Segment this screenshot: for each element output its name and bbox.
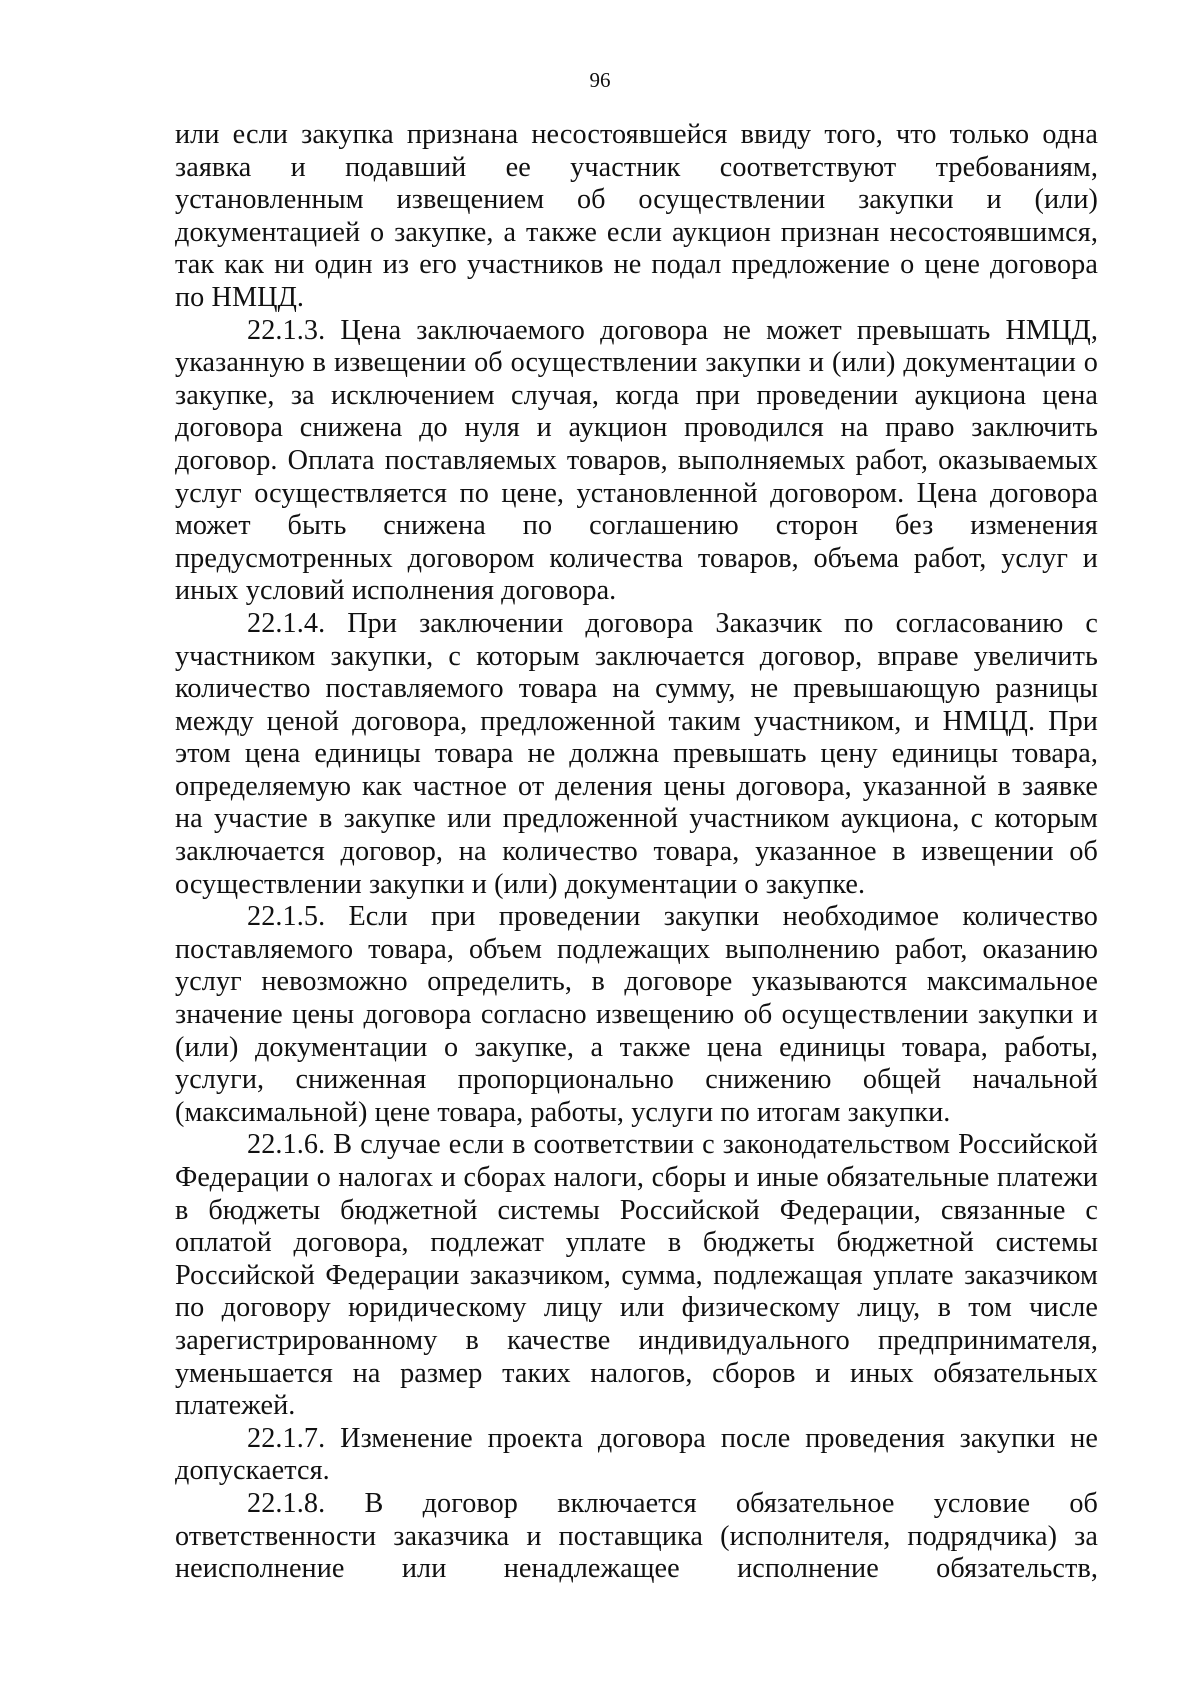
paragraph-22-1-7: 22.1.7. Изменение проекта договора после проведения закупки не допускается. bbox=[175, 1422, 1098, 1487]
paragraph-22-1-3: 22.1.3. Цена заключаемого договора не может превышать НМЦД, указанную в извещении об осуществлении закупки и (или) документации о закупке, за исключением случая, когда при проведении аукциона цена договора снижена до нуля и аукцион проводился на право заключить договор. Оплата поставляемых товаров, выполняемых работ, оказываемых услуг осуществляется по цене, установленной договором. Цена договора может быть снижена по соглашению сторон без изменения предусмотренных договором количества товаров, объема работ, услуг и иных условий исполнения договора. bbox=[175, 314, 1098, 607]
paragraph-22-1-5: 22.1.5. Если при проведении закупки необходимое количество поставляемого товара, объем подлежащих выполнению работ, оказанию услуг невозможно определить, в договоре указываются максимальное значение цены договора согласно извещению об осуществлении закупки и (или) документации о закупке, а также цена единицы товара, работы, услуги, сниженная пропорционально снижению общей начальной (максимальной) цене товара, работы, услуги по итогам закупки. bbox=[175, 901, 1098, 1128]
paragraph-continuation: или если закупка признана несостоявшейся ввиду того, что только одна заявка и подавший ее участник соответствуют требованиям, установленным извещением об осуществлении закупки и (или) документацией о закупке, а также если аукцион признан несостоявшимся, так как ни один из его участников не подал предложение о цене договора по НМЦД. bbox=[175, 119, 1098, 313]
paragraph-22-1-4: 22.1.4. При заключении договора Заказчик по согласованию с участником закупки, с которым заключается договор, вправе увеличить количество поставляемого товара на сумму, не превышающую разницы между ценой договора, предложенной таким участником, и НМЦД. При этом цена единицы товара не должна превышать цену единицы товара, определяемую как частное от деления цены договора, указанной в заявке на участие в закупке или предложенной участником аукциона, с которым заключается договор, на количество товара, указанное в извещении об осуществлении закупки и (или) документации о закупке. bbox=[175, 607, 1098, 900]
document-body bbox=[175, 119, 1098, 1586]
page-number: 96 bbox=[589, 68, 611, 92]
paragraph-22-1-6: 22.1.6. В случае если в соответствии с законодательством Российской Федерации о налогах и сборах налоги, сборы и иные обязательные платежи в бюджеты бюджетной системы Российской Федерации, связанные с оплатой договора, подлежат уплате в бюджеты бюджетной системы Российской Федерации заказчиком, сумма, подлежащая уплате заказчиком по договору юридическому лицу или физическому лицу, в том числе зарегистрированному в качестве индивидуального предпринимателя, уменьшается на размер таких налогов, сборов и иных обязательных платежей. bbox=[175, 1129, 1098, 1422]
paragraph-22-1-8: 22.1.8. В договор включается обязательное условие об ответственности заказчика и поставщика (исполнителя, подрядчика) за неисполнение или ненадлежащее исполнение обязательств, bbox=[175, 1487, 1098, 1585]
